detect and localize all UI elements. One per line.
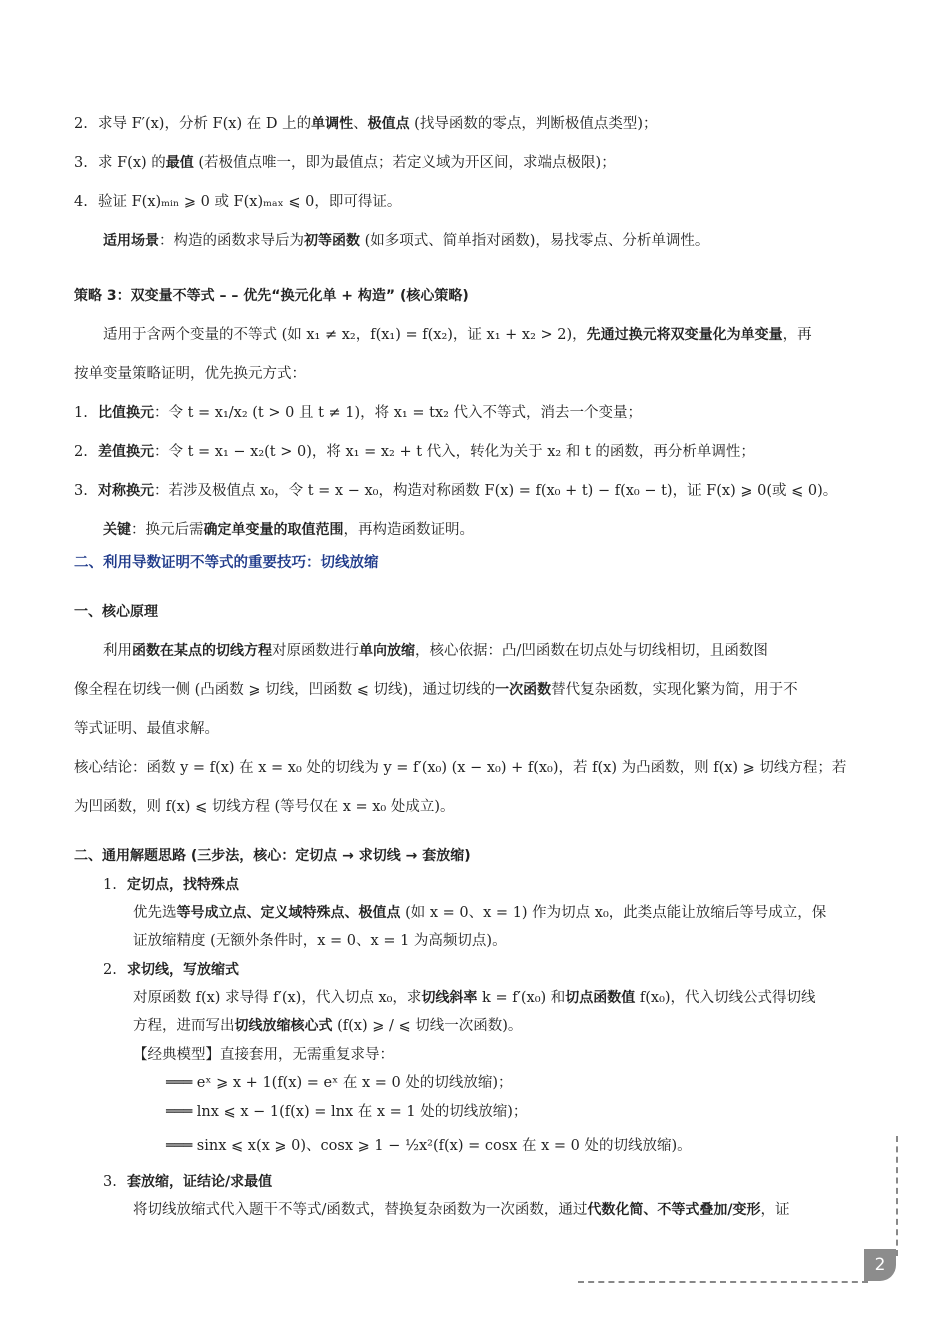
text-line-l16	[74, 719, 219, 739]
text-run: ═══ lnx ⩽ x − 1(f(x) = lnx 在 x = 1 处的切线放缩)；	[166, 1104, 528, 1120]
emphasis-text: 求切线，写放缩式	[127, 962, 239, 978]
text-run: (f(x) ⩾ / ⩽ 切线一次函数)。	[332, 1018, 523, 1034]
text-run: ：若涉及极值点 x₀，令 t = x − x₀，构造对称函数 F(x) = f(x₀ + t) − f(x₀ − t)，证 F(x) ⩾ 0(或 ⩽ 0)。	[154, 483, 838, 499]
emphasis-text: 二、利用导数证明不等式的重要技巧：切线放缩	[74, 555, 379, 571]
text-run: k = f′(x₀) 和	[477, 990, 566, 1006]
emphasis-text: 关键	[103, 522, 131, 538]
text-line-l2	[74, 153, 616, 173]
text-run: ：换元后需	[131, 522, 204, 538]
emphasis-text: 套放缩，证结论/求最值	[127, 1174, 273, 1190]
text-run: 核心结论：函数 y = f(x) 在 x = x₀ 处的切线为 y = f′(x₀) (x − x₀) + f(x₀)，若 f(x) 为凸函数，则 f(x) ⩾ 切线方程；若	[74, 760, 847, 776]
text-line-l14	[103, 641, 768, 661]
emphasis-text: 确定单变量的取值范围	[203, 522, 344, 538]
list-number: 3.	[74, 155, 88, 171]
text-run: (若极值点唯一，即为最值点；若定义域为开区间，求端点极限)；	[193, 155, 616, 171]
text-run: ：构造的函数求导后为	[159, 233, 304, 249]
text-line-l4	[103, 231, 709, 251]
text-run: ，再	[782, 327, 812, 343]
emphasis-text: 比值换元	[98, 405, 154, 421]
text-run: ═══ eˣ ⩾ x + 1(f(x) = eˣ 在 x = 0 处的切线放缩)；	[166, 1075, 513, 1091]
text-run: 证放缩精度 (无额外条件时，x = 0、x = 1 为高频切点)。	[133, 933, 507, 949]
text-line-l27	[166, 1073, 513, 1093]
text-run: 像全程在切线一侧 (凸函数 ⩾ 切线，凹函数 ⩽ 切线)，通过切线的	[74, 682, 496, 698]
emphasis-text: 切点函数值	[565, 990, 636, 1006]
text-line-l29	[166, 1136, 692, 1156]
text-line-l3	[74, 192, 401, 212]
text-run: ，核心依据：凸/凹函数在切点处与切线相切，且函数图	[415, 643, 768, 659]
list-number: 3.	[103, 1174, 117, 1190]
text-line-l23	[103, 960, 239, 980]
text-run: 替代复杂函数，实现化繁为简，用于不	[551, 682, 798, 698]
text-run: 【经典模型】直接套用，无需重复求导：	[133, 1047, 394, 1063]
text-run: 优先选	[133, 905, 177, 921]
text-line-l15	[74, 680, 798, 700]
text-run: (如 x = 0、x = 1) 作为切点 x₀，此类点能让放缩后等号成立，保	[400, 905, 827, 921]
text-line-l11	[103, 520, 474, 540]
text-line-l10	[74, 481, 837, 501]
emphasis-text: 定切点，找特殊点	[127, 877, 239, 893]
page-number: 2	[864, 1249, 896, 1281]
text-line-l25	[133, 1016, 522, 1036]
text-run: 验证 F(x)ₘᵢₙ ⩾ 0 或 F(x)ₘₐₓ ⩽ 0，即可得证。	[98, 194, 402, 210]
emphasis-text: 二、通用解题思路 (三步法，核心：定切点 → 求切线 → 套放缩)	[74, 848, 471, 864]
emphasis-text: 单调性	[311, 116, 354, 132]
text-line-l8	[74, 403, 642, 423]
text-line-l20	[103, 875, 239, 895]
text-line-l13	[74, 602, 158, 622]
list-number: 2.	[103, 962, 117, 978]
text-run: 为凹函数，则 f(x) ⩽ 切线方程 (等号仅在 x = x₀ 处成立)。	[74, 799, 455, 815]
text-run: (找导函数的零点，判断极值点类型)；	[409, 116, 658, 132]
list-number: 1.	[74, 405, 88, 421]
text-run: 利用	[103, 643, 132, 659]
text-line-l6	[103, 325, 812, 345]
text-line-l26	[133, 1045, 394, 1065]
page-corner-dashed-horizontal	[578, 1281, 868, 1283]
text-line-l9	[74, 442, 755, 462]
page-corner-dashed-vertical	[896, 1136, 898, 1256]
text-run: ：令 t = x₁/x₂ (t > 0 且 t ≠ 1)，将 x₁ = tx₂ 代入不等式，消去一个变量；	[154, 405, 643, 421]
list-number: 4.	[74, 194, 88, 210]
emphasis-text: 适用场景	[103, 233, 159, 249]
emphasis-text: 一、核心原理	[74, 604, 158, 620]
text-line-l18	[74, 797, 455, 817]
text-line-l17	[74, 758, 846, 778]
text-line-l30	[103, 1172, 272, 1192]
emphasis-text: 先通过换元将双变量化为单变量	[586, 327, 783, 343]
text-line-l31	[133, 1200, 790, 1220]
emphasis-text: 单向放缩	[359, 643, 415, 659]
text-line-l19	[74, 846, 471, 866]
text-run: 方程，进而写出	[133, 1018, 235, 1034]
emphasis-text: 极值点	[367, 116, 410, 132]
emphasis-text: 等号成立点、定义域特殊点、极值点	[176, 905, 401, 921]
text-line-l22	[133, 931, 507, 951]
emphasis-text: 切线放缩核心式	[234, 1018, 333, 1034]
text-line-l28	[166, 1102, 527, 1122]
text-run: ，再构造函数证明。	[343, 522, 474, 538]
emphasis-text: 策略 3：双变量不等式 – – 优先“换元化单 + 构造” (核心策略)	[74, 288, 469, 304]
text-run: 按单变量策略证明，优先换元方式：	[74, 366, 306, 382]
emphasis-text: 函数在某点的切线方程	[132, 643, 272, 659]
list-number: 1.	[103, 877, 117, 893]
text-line-l5	[74, 286, 469, 306]
emphasis-text: 最值	[165, 155, 194, 171]
emphasis-text: 切线斜率	[421, 990, 478, 1006]
list-number: 2.	[74, 116, 88, 132]
text-line-l7	[74, 364, 306, 384]
emphasis-text: 差值换元	[98, 444, 154, 460]
text-run: 、	[353, 116, 368, 132]
text-line-l24	[133, 988, 816, 1008]
text-line-l12	[74, 553, 379, 573]
text-line-l21	[133, 903, 826, 923]
text-run: 等式证明、最值求解。	[74, 721, 219, 737]
text-run: ═══ sinx ⩽ x(x ⩾ 0)、cosx ⩾ 1 − ½x²(f(x) = cosx 在 x = 0 处的切线放缩)。	[166, 1138, 692, 1154]
emphasis-text: 对称换元	[98, 483, 154, 499]
emphasis-text: 一次函数	[495, 682, 552, 698]
text-run: 求导 F′(x)，分析 F(x) 在 D 上的	[98, 116, 312, 132]
text-run: (如多项式、简单指对函数)，易找零点、分析单调性。	[360, 233, 710, 249]
text-run: 对原函数进行	[272, 643, 359, 659]
emphasis-text: 代数化简、不等式叠加/变形	[587, 1202, 761, 1218]
text-run: 求 F(x) 的	[98, 155, 166, 171]
text-run: 对原函数 f(x) 求导得 f′(x)，代入切点 x₀，求	[133, 990, 422, 1006]
emphasis-text: 初等函数	[304, 233, 360, 249]
text-run: ，证	[760, 1202, 790, 1218]
list-number: 2.	[74, 444, 88, 460]
text-run: f(x₀)，代入切线公式得切线	[635, 990, 816, 1006]
text-run: 适用于含两个变量的不等式 (如 x₁ ≠ x₂，f(x₁) = f(x₂)，证 x₁ + x₂ > 2)，	[103, 327, 587, 343]
text-run: ：令 t = x₁ − x₂(t > 0)，将 x₁ = x₂ + t 代入，转化为关于 x₂ 和 t 的函数，再分析单调性；	[154, 444, 755, 460]
text-run: 将切线放缩式代入题干不等式/函数式，替换复杂函数为一次函数，通过	[133, 1202, 588, 1218]
text-line-l1	[74, 114, 658, 134]
list-number: 3.	[74, 483, 88, 499]
